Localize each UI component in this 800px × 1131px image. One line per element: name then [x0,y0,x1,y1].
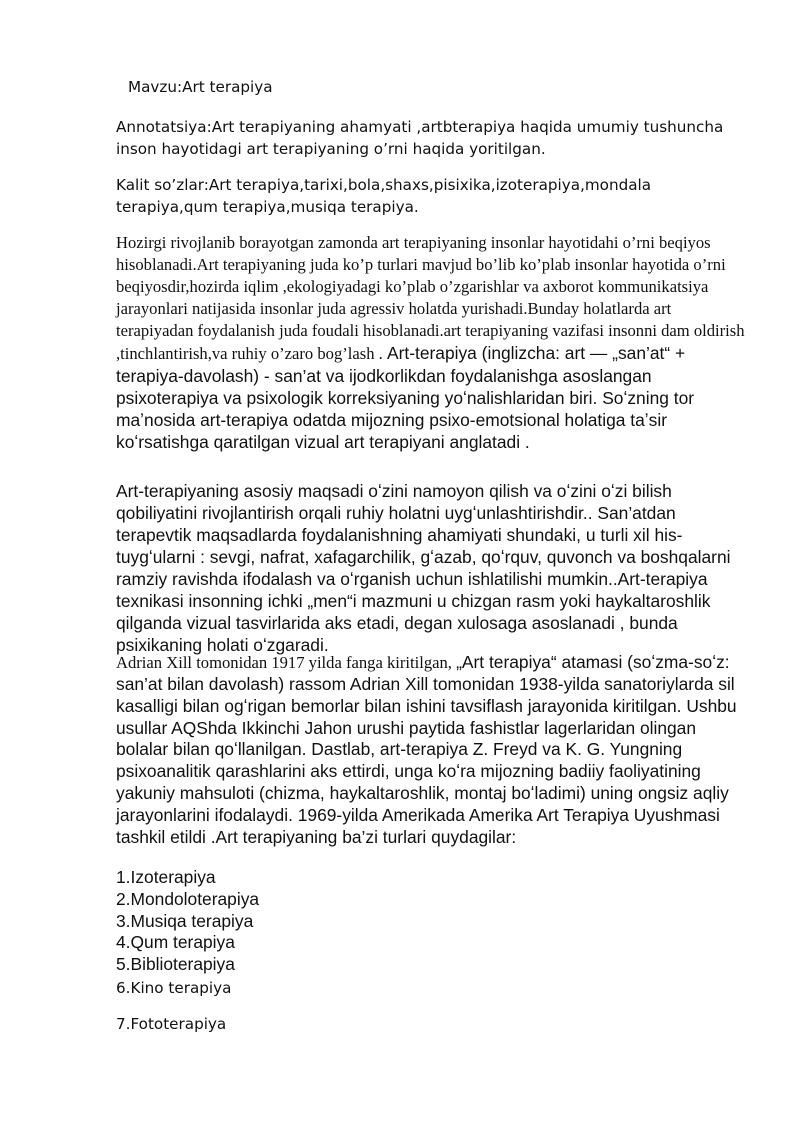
therapy-types-list [116,867,756,976]
list-item: 1.Izoterapiya [116,867,216,887]
keywords-paragraph: Kalit so’zlar:Art terapiya,tarixi,bola,shaxs,pisixika,izoterapiya,mondala terapiya,qum terapiya,musiqa terapiya. [116,176,652,216]
intro-paragraph [116,232,746,453]
list-item: 5.Biblioterapiya [116,954,235,975]
topic-heading: Mavzu:Art terapiya [128,78,273,96]
history-paragraph [116,652,741,848]
list-item-kino: 6.Kino terapiya [116,979,232,997]
intro-sans-text: Art-terapiya (inglizcha: art — „san’at“ + terapiya-davolash) - san’at va ijodkorlikdan foydalanishga asoslangan psixoterapiya va psixologik korreksiyaning yoʻnalishlaridan biri. Soʻzning tor maʼnosida art-terapiya odatda mijozning psixo-emotsional holatiga taʼsir koʻrsatishga qaratilgan vizual art terapiyani anglatadi . [116,343,695,452]
history-serif-text: Adrian Xill tomonidan 1917 yilda fanga kiritilgan, [116,653,457,672]
list-item: 3.Musiqa terapiya [116,910,254,931]
list-item-foto: 7.Fototerapiya [116,1015,227,1033]
list-item: 2.Mondoloterapiya [116,888,260,909]
purpose-paragraph: Art-terapiyaning asosiy maqsadi oʻzini namoyon qilish va oʻzini oʻzi bilish qobiliyatini rivojlantirish orqali ruhiy holatni uygʻunlashtirishdir.. San’atdan terapevtik maqsadlarda foydalanishning ahamiyati shundaki, u turli xil his- tuygʻularni : sevgi, nafrat, xafagarchilik, gʻazab, qoʻrquv, quvonch va boshqalarni ramziy ravishda ifodalash va oʻrganish uchun ishlatilishi mumkin..Art-terapiya texnikasi insonning ichki „men“i mazmuni u chizgan rasm yoki haykaltaroshlik qilganda vizual tasvirlarida aks etadi, degan xulosaga asoslanadi , bunda psixikaning holati oʻzgaradi. [116,481,731,655]
history-sans-text: „Art terapiya“ atamasi (soʻzma-soʻz: san’at bilan davolash) rassom Adrian Xill tomonidan 1938-yilda sanatoriylarda sil kasalligi bilan ogʻrigan bemorlar bilan ishini tavsiflash jarayonida kiritilgan. Ushbu usullar AQShda Ikkinchi Jahon urushi paytida fashistlar lagerlaridan olingan bolalar bilan qoʻllanilgan. Dastlab, art-terapiya Z. Freyd va K. G. Yungning psixoanalitik qarashlarini aks ettirdi, unga koʻra mijozning badiiy faoliyatining yakuniy mahsuloti (chizma, haykaltaroshlik, montaj boʻladimi) uning ongsiz aqliy jarayonlarini ifodalaydi. 1969-yilda Amerikada Amerika Art Terapiya Uyushmasi tashkil etildi .Art terapiyaning ba’zi turlari quydagilar: [116,652,737,847]
list-item: 4.Qum terapiya [116,932,235,953]
intro-serif-text: Hozirgi rivojlanib borayotgan zamonda art terapiyaning insonlar hayotidahi o’rni beqiyos hisoblanadi.Art terapiyaning juda ko’p turlari mavjud bo’lib ko’plab insonlar hayotida o’rni beqiyosdir,hozirda iqlim ,ekologiyadagi ko’plab o’zgarishlar va axborot kommunikatsiya jarayonlari natijasida insonlar juda agressiv holatda yurishadi.Bunday holatlarda art terapiyadan foydalanish juda foudali hisoblanadi.art terapiyaning vazifasi insonni dam oldirish ,tinchlantirish,va ruhiy o’zaro bog’lash . [116,233,745,363]
annotation-paragraph: Annotatsiya:Art terapiyaning ahamyati ,artbterapiya haqida umumiy tushuncha inson hayotidagi art terapiyaning o’rni haqida yoritilgan. [116,118,724,158]
